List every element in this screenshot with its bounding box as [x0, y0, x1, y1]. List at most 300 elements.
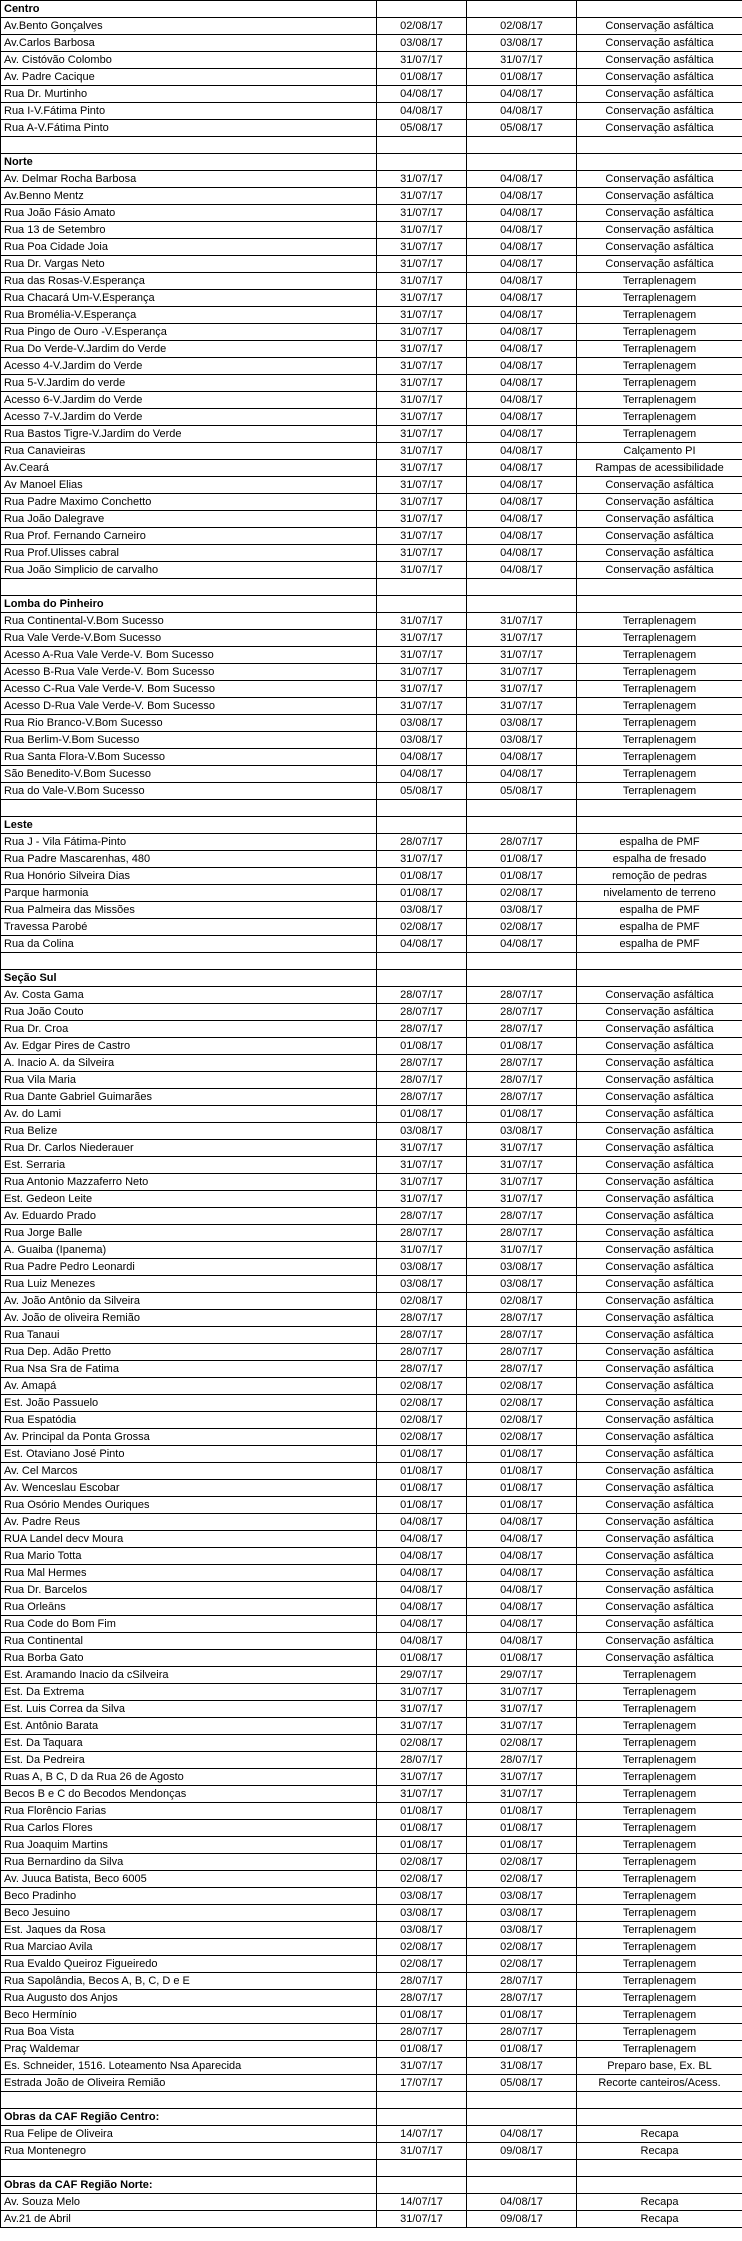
start-date-cell: 28/07/17 — [377, 1990, 467, 2007]
empty-cell — [577, 154, 742, 171]
spacer-cell — [1, 800, 377, 817]
end-date-cell: 01/08/17 — [467, 2041, 577, 2058]
street-name-cell: Av.Bento Gonçalves — [1, 18, 377, 35]
start-date-cell: 31/07/17 — [377, 307, 467, 324]
table-row — [1, 885, 742, 902]
start-date-cell: 31/07/17 — [377, 545, 467, 562]
end-date-cell: 04/08/17 — [467, 545, 577, 562]
street-name-cell: Rua Padre Mascarenhas, 480 — [1, 851, 377, 868]
table-row — [1, 188, 742, 205]
street-name-cell: Av. Souza Melo — [1, 2194, 377, 2211]
table-row — [1, 375, 742, 392]
start-date-cell: 31/07/17 — [377, 511, 467, 528]
end-date-cell: 04/08/17 — [467, 256, 577, 273]
end-date-cell: 02/08/17 — [467, 1429, 577, 1446]
street-name-cell: Rua 5-V.Jardim do verde — [1, 375, 377, 392]
spacer-cell — [1, 953, 377, 970]
end-date-cell: 01/08/17 — [467, 1820, 577, 1837]
end-date-cell: 02/08/17 — [467, 1956, 577, 1973]
end-date-cell: 03/08/17 — [467, 1922, 577, 1939]
street-name-cell: Rua Borba Gato — [1, 1650, 377, 1667]
table-row — [1, 630, 742, 647]
start-date-cell: 04/08/17 — [377, 1599, 467, 1616]
table-row — [1, 120, 742, 137]
start-date-cell: 28/07/17 — [377, 1361, 467, 1378]
table-row — [1, 698, 742, 715]
start-date-cell: 31/07/17 — [377, 341, 467, 358]
service-cell: Conservação asfáltica — [577, 1497, 742, 1514]
end-date-cell: 31/07/17 — [467, 681, 577, 698]
empty-cell — [377, 2109, 467, 2126]
street-name-cell: Rua Augusto dos Anjos — [1, 1990, 377, 2007]
start-date-cell: 14/07/17 — [377, 2126, 467, 2143]
service-cell: Conservação asfáltica — [577, 1242, 742, 1259]
street-name-cell: Rua Felipe de Oliveira — [1, 2126, 377, 2143]
start-date-cell: 03/08/17 — [377, 1922, 467, 1939]
start-date-cell: 31/07/17 — [377, 613, 467, 630]
table-row — [1, 2143, 742, 2160]
street-name-cell: Rua Jorge Balle — [1, 1225, 377, 1242]
end-date-cell: 02/08/17 — [467, 1735, 577, 1752]
works-schedule-body — [1, 1, 742, 2228]
start-date-cell: 31/07/17 — [377, 1157, 467, 1174]
street-name-cell: Beco Jesuino — [1, 1905, 377, 1922]
street-name-cell: Rua Nsa Sra de Fatima — [1, 1361, 377, 1378]
end-date-cell: 03/08/17 — [467, 1888, 577, 1905]
start-date-cell: 01/08/17 — [377, 2041, 467, 2058]
spacer-cell — [467, 2160, 577, 2177]
end-date-cell: 31/07/17 — [467, 1174, 577, 1191]
street-name-cell: Rua Padre Maximo Conchetto — [1, 494, 377, 511]
start-date-cell: 01/08/17 — [377, 885, 467, 902]
spacer-cell — [467, 800, 577, 817]
street-name-cell: Rua J - Vila Fátima-Pinto — [1, 834, 377, 851]
end-date-cell: 28/07/17 — [467, 1225, 577, 1242]
service-cell: Recapa — [577, 2211, 742, 2228]
start-date-cell: 31/07/17 — [377, 273, 467, 290]
table-row — [1, 528, 742, 545]
street-name-cell: Av.Carlos Barbosa — [1, 35, 377, 52]
street-name-cell: Rua do Vale-V.Bom Sucesso — [1, 783, 377, 800]
service-cell: espalha de PMF — [577, 919, 742, 936]
start-date-cell: 04/08/17 — [377, 766, 467, 783]
end-date-cell: 02/08/17 — [467, 1871, 577, 1888]
street-name-cell: A. Inacio A. da Silveira — [1, 1055, 377, 1072]
spacer-cell — [577, 137, 742, 154]
end-date-cell: 02/08/17 — [467, 1395, 577, 1412]
table-row — [1, 1871, 742, 1888]
street-name-cell: Rua Orleāns — [1, 1599, 377, 1616]
service-cell: Conservação asfáltica — [577, 1633, 742, 1650]
start-date-cell: 28/07/17 — [377, 987, 467, 1004]
empty-cell — [577, 817, 742, 834]
start-date-cell: 29/07/17 — [377, 1667, 467, 1684]
start-date-cell: 31/07/17 — [377, 664, 467, 681]
service-cell: Conservação asfáltica — [577, 52, 742, 69]
table-row — [1, 1293, 742, 1310]
street-name-cell: Rua Santa Flora-V.Bom Sucesso — [1, 749, 377, 766]
start-date-cell: 28/07/17 — [377, 1055, 467, 1072]
service-cell: Conservação asfáltica — [577, 1310, 742, 1327]
end-date-cell: 28/07/17 — [467, 987, 577, 1004]
start-date-cell: 05/08/17 — [377, 783, 467, 800]
service-cell: Conservação asfáltica — [577, 205, 742, 222]
service-cell: Conservação asfáltica — [577, 1174, 742, 1191]
start-date-cell: 28/07/17 — [377, 1310, 467, 1327]
start-date-cell: 28/07/17 — [377, 1021, 467, 1038]
end-date-cell: 28/07/17 — [467, 1361, 577, 1378]
spacer-cell — [1, 579, 377, 596]
end-date-cell: 03/08/17 — [467, 732, 577, 749]
table-row — [1, 715, 742, 732]
service-cell: Conservação asfáltica — [577, 1616, 742, 1633]
start-date-cell: 31/07/17 — [377, 562, 467, 579]
start-date-cell: 17/07/17 — [377, 2075, 467, 2092]
end-date-cell: 28/07/17 — [467, 1752, 577, 1769]
street-name-cell: Est. Jaques da Rosa — [1, 1922, 377, 1939]
table-row — [1, 1735, 742, 1752]
service-cell: Conservação asfáltica — [577, 103, 742, 120]
start-date-cell: 01/08/17 — [377, 1497, 467, 1514]
section-title: Obras da CAF Região Norte: — [1, 2177, 377, 2194]
service-cell: Conservação asfáltica — [577, 1361, 742, 1378]
service-cell: Conservação asfáltica — [577, 494, 742, 511]
end-date-cell: 31/07/17 — [467, 613, 577, 630]
start-date-cell: 28/07/17 — [377, 1089, 467, 1106]
start-date-cell: 03/08/17 — [377, 1905, 467, 1922]
service-cell: Conservação asfáltica — [577, 1412, 742, 1429]
table-row — [1, 1922, 742, 1939]
start-date-cell: 31/07/17 — [377, 188, 467, 205]
service-cell: Terraplenagem — [577, 1684, 742, 1701]
service-cell: Conservação asfáltica — [577, 256, 742, 273]
start-date-cell: 04/08/17 — [377, 1582, 467, 1599]
table-row — [1, 239, 742, 256]
start-date-cell: 31/07/17 — [377, 630, 467, 647]
end-date-cell: 04/08/17 — [467, 1599, 577, 1616]
start-date-cell: 03/08/17 — [377, 732, 467, 749]
service-cell: Terraplenagem — [577, 1973, 742, 1990]
service-cell: Terraplenagem — [577, 630, 742, 647]
street-name-cell: Rua Rio Branco-V.Bom Sucesso — [1, 715, 377, 732]
table-row — [1, 18, 742, 35]
street-name-cell: Av. Padre Cacique — [1, 69, 377, 86]
table-row — [1, 2126, 742, 2143]
street-name-cell: Av. Amapá — [1, 1378, 377, 1395]
table-row — [1, 1633, 742, 1650]
service-cell: Terraplenagem — [577, 1718, 742, 1735]
end-date-cell: 04/08/17 — [467, 1582, 577, 1599]
end-date-cell: 04/08/17 — [467, 375, 577, 392]
service-cell: Terraplenagem — [577, 1854, 742, 1871]
start-date-cell: 01/08/17 — [377, 1820, 467, 1837]
end-date-cell: 04/08/17 — [467, 443, 577, 460]
start-date-cell: 31/07/17 — [377, 1718, 467, 1735]
street-name-cell: São Benedito-V.Bom Sucesso — [1, 766, 377, 783]
service-cell: Conservação asfáltica — [577, 1378, 742, 1395]
table-row — [1, 1769, 742, 1786]
table-row — [1, 1701, 742, 1718]
street-name-cell: Av. Juuca Batista, Beco 6005 — [1, 1871, 377, 1888]
start-date-cell: 28/07/17 — [377, 1327, 467, 1344]
start-date-cell: 28/07/17 — [377, 1225, 467, 1242]
spacer-cell — [377, 800, 467, 817]
table-row — [1, 1106, 742, 1123]
table-row — [1, 936, 742, 953]
street-name-cell: Av. Cel Marcos — [1, 1463, 377, 1480]
table-row — [1, 290, 742, 307]
end-date-cell: 02/08/17 — [467, 1939, 577, 1956]
table-row — [1, 1803, 742, 1820]
table-row — [1, 426, 742, 443]
street-name-cell: Av Manoel Elias — [1, 477, 377, 494]
end-date-cell: 01/08/17 — [467, 1837, 577, 1854]
service-cell: Conservação asfáltica — [577, 1480, 742, 1497]
street-name-cell: Av. Wenceslau Escobar — [1, 1480, 377, 1497]
street-name-cell: Av. João de oliveira Remião — [1, 1310, 377, 1327]
table-row — [1, 86, 742, 103]
table-row — [1, 868, 742, 885]
table-row — [1, 1259, 742, 1276]
service-cell: Conservação asfáltica — [577, 1565, 742, 1582]
service-cell: Terraplenagem — [577, 1701, 742, 1718]
spacer-row — [1, 579, 742, 596]
service-cell: espalha de PMF — [577, 834, 742, 851]
start-date-cell: 01/08/17 — [377, 1650, 467, 1667]
end-date-cell: 28/07/17 — [467, 1021, 577, 1038]
empty-cell — [577, 2109, 742, 2126]
table-row — [1, 1072, 742, 1089]
end-date-cell: 04/08/17 — [467, 477, 577, 494]
service-cell: Conservação asfáltica — [577, 239, 742, 256]
end-date-cell: 01/08/17 — [467, 1106, 577, 1123]
service-cell: Terraplenagem — [577, 307, 742, 324]
start-date-cell: 31/07/17 — [377, 698, 467, 715]
service-cell: Terraplenagem — [577, 715, 742, 732]
end-date-cell: 01/08/17 — [467, 1497, 577, 1514]
service-cell: nivelamento de terreno — [577, 885, 742, 902]
start-date-cell: 31/07/17 — [377, 2143, 467, 2160]
service-cell: Terraplenagem — [577, 1820, 742, 1837]
start-date-cell: 28/07/17 — [377, 1208, 467, 1225]
end-date-cell: 09/08/17 — [467, 2211, 577, 2228]
start-date-cell: 31/07/17 — [377, 1786, 467, 1803]
start-date-cell: 31/07/17 — [377, 205, 467, 222]
spacer-cell — [1, 2160, 377, 2177]
service-cell: Terraplenagem — [577, 1735, 742, 1752]
street-name-cell: Rua Dante Gabriel Guimarães — [1, 1089, 377, 1106]
end-date-cell: 31/07/17 — [467, 647, 577, 664]
table-row — [1, 1123, 742, 1140]
street-name-cell: Rua A-V.Fátima Pinto — [1, 120, 377, 137]
table-row — [1, 545, 742, 562]
end-date-cell: 03/08/17 — [467, 902, 577, 919]
end-date-cell: 01/08/17 — [467, 868, 577, 885]
street-name-cell: Rua das Rosas-V.Esperança — [1, 273, 377, 290]
spacer-row — [1, 2092, 742, 2109]
end-date-cell: 31/08/17 — [467, 2058, 577, 2075]
start-date-cell: 04/08/17 — [377, 749, 467, 766]
spacer-cell — [377, 953, 467, 970]
service-cell: Recapa — [577, 2143, 742, 2160]
service-cell: Terraplenagem — [577, 1667, 742, 1684]
table-row — [1, 1973, 742, 1990]
service-cell: Conservação asfáltica — [577, 86, 742, 103]
street-name-cell: Rua Chacará Um-V.Esperança — [1, 290, 377, 307]
table-row — [1, 1837, 742, 1854]
table-row — [1, 1599, 742, 1616]
street-name-cell: Rua Sapolândia, Becos A, B, C, D e E — [1, 1973, 377, 1990]
table-row — [1, 1361, 742, 1378]
end-date-cell: 05/08/17 — [467, 783, 577, 800]
street-name-cell: Estrada João de Oliveira Remião — [1, 2075, 377, 2092]
spacer-cell — [377, 579, 467, 596]
table-row — [1, 1327, 742, 1344]
service-cell: Terraplenagem — [577, 647, 742, 664]
start-date-cell: 31/07/17 — [377, 443, 467, 460]
end-date-cell: 02/08/17 — [467, 1378, 577, 1395]
start-date-cell: 02/08/17 — [377, 1956, 467, 1973]
street-name-cell: Rua Pingo de Ouro -V.Esperança — [1, 324, 377, 341]
service-cell: Recapa — [577, 2194, 742, 2211]
service-cell: Conservação asfáltica — [577, 1004, 742, 1021]
empty-cell — [377, 1, 467, 18]
end-date-cell: 03/08/17 — [467, 1276, 577, 1293]
street-name-cell: Av.Ceará — [1, 460, 377, 477]
end-date-cell: 09/08/17 — [467, 2143, 577, 2160]
street-name-cell: Est. Otaviano José Pinto — [1, 1446, 377, 1463]
end-date-cell: 01/08/17 — [467, 1463, 577, 1480]
end-date-cell: 03/08/17 — [467, 1123, 577, 1140]
start-date-cell: 31/07/17 — [377, 222, 467, 239]
end-date-cell: 04/08/17 — [467, 358, 577, 375]
end-date-cell: 04/08/17 — [467, 103, 577, 120]
start-date-cell: 31/07/17 — [377, 392, 467, 409]
end-date-cell: 03/08/17 — [467, 1905, 577, 1922]
table-row — [1, 1786, 742, 1803]
street-name-cell: Av. João Antônio da Silveira — [1, 1293, 377, 1310]
end-date-cell: 31/07/17 — [467, 1718, 577, 1735]
service-cell: Terraplenagem — [577, 1939, 742, 1956]
empty-cell — [577, 2177, 742, 2194]
service-cell: Terraplenagem — [577, 392, 742, 409]
end-date-cell: 04/08/17 — [467, 409, 577, 426]
spacer-cell — [467, 953, 577, 970]
service-cell: Terraplenagem — [577, 664, 742, 681]
table-row — [1, 69, 742, 86]
table-row — [1, 1004, 742, 1021]
street-name-cell: Av.21 de Abril — [1, 2211, 377, 2228]
end-date-cell: 01/08/17 — [467, 851, 577, 868]
service-cell: Terraplenagem — [577, 290, 742, 307]
street-name-cell: Rua I-V.Fátima Pinto — [1, 103, 377, 120]
start-date-cell: 31/07/17 — [377, 171, 467, 188]
service-cell: Terraplenagem — [577, 766, 742, 783]
spacer-cell — [577, 2160, 742, 2177]
start-date-cell: 01/08/17 — [377, 1446, 467, 1463]
table-row — [1, 1055, 742, 1072]
spacer-cell — [467, 579, 577, 596]
start-date-cell: 31/07/17 — [377, 2211, 467, 2228]
service-cell: Conservação asfáltica — [577, 1259, 742, 1276]
section-title: Leste — [1, 817, 377, 834]
start-date-cell: 02/08/17 — [377, 1412, 467, 1429]
table-row — [1, 1616, 742, 1633]
end-date-cell: 02/08/17 — [467, 1412, 577, 1429]
start-date-cell: 31/07/17 — [377, 1140, 467, 1157]
street-name-cell: Av. do Lami — [1, 1106, 377, 1123]
service-cell: Conservação asfáltica — [577, 1514, 742, 1531]
street-name-cell: Rua Marciao Avila — [1, 1939, 377, 1956]
end-date-cell: 31/07/17 — [467, 52, 577, 69]
start-date-cell: 03/08/17 — [377, 1888, 467, 1905]
end-date-cell: 04/08/17 — [467, 188, 577, 205]
service-cell: Recapa — [577, 2126, 742, 2143]
street-name-cell: Av. Padre Reus — [1, 1514, 377, 1531]
end-date-cell: 01/08/17 — [467, 69, 577, 86]
end-date-cell: 02/08/17 — [467, 1293, 577, 1310]
start-date-cell: 02/08/17 — [377, 18, 467, 35]
service-cell: Conservação asfáltica — [577, 1429, 742, 1446]
empty-cell — [577, 970, 742, 987]
end-date-cell: 31/07/17 — [467, 1769, 577, 1786]
start-date-cell: 02/08/17 — [377, 1854, 467, 1871]
end-date-cell: 04/08/17 — [467, 205, 577, 222]
end-date-cell: 04/08/17 — [467, 494, 577, 511]
empty-cell — [467, 817, 577, 834]
table-row — [1, 664, 742, 681]
service-cell: Preparo base, Ex. BL — [577, 2058, 742, 2075]
spacer-cell — [377, 2092, 467, 2109]
service-cell: Conservação asfáltica — [577, 1157, 742, 1174]
end-date-cell: 31/07/17 — [467, 630, 577, 647]
table-row — [1, 511, 742, 528]
start-date-cell: 31/07/17 — [377, 1242, 467, 1259]
end-date-cell: 04/08/17 — [467, 1548, 577, 1565]
table-row — [1, 1990, 742, 2007]
start-date-cell: 02/08/17 — [377, 1871, 467, 1888]
street-name-cell: Rua Tanaui — [1, 1327, 377, 1344]
table-row — [1, 1956, 742, 1973]
start-date-cell: 31/07/17 — [377, 477, 467, 494]
start-date-cell: 04/08/17 — [377, 86, 467, 103]
service-cell: Terraplenagem — [577, 1922, 742, 1939]
table-row — [1, 1021, 742, 1038]
end-date-cell: 04/08/17 — [467, 511, 577, 528]
end-date-cell: 04/08/17 — [467, 86, 577, 103]
service-cell: Terraplenagem — [577, 749, 742, 766]
start-date-cell: 04/08/17 — [377, 936, 467, 953]
street-name-cell: Est. Aramando Inacio da cSilveira — [1, 1667, 377, 1684]
spacer-cell — [577, 2092, 742, 2109]
table-row — [1, 341, 742, 358]
start-date-cell: 31/07/17 — [377, 409, 467, 426]
service-cell: Terraplenagem — [577, 1752, 742, 1769]
street-name-cell: Est. Da Taquara — [1, 1735, 377, 1752]
street-name-cell: Rua Berlim-V.Bom Sucesso — [1, 732, 377, 749]
start-date-cell: 31/07/17 — [377, 528, 467, 545]
table-row — [1, 562, 742, 579]
street-name-cell: Rua Continental — [1, 1633, 377, 1650]
service-cell: Terraplenagem — [577, 783, 742, 800]
end-date-cell: 28/07/17 — [467, 1004, 577, 1021]
table-row — [1, 52, 742, 69]
table-row — [1, 834, 742, 851]
end-date-cell: 31/07/17 — [467, 664, 577, 681]
start-date-cell: 28/07/17 — [377, 1752, 467, 1769]
service-cell: Terraplenagem — [577, 273, 742, 290]
start-date-cell: 01/08/17 — [377, 1463, 467, 1480]
